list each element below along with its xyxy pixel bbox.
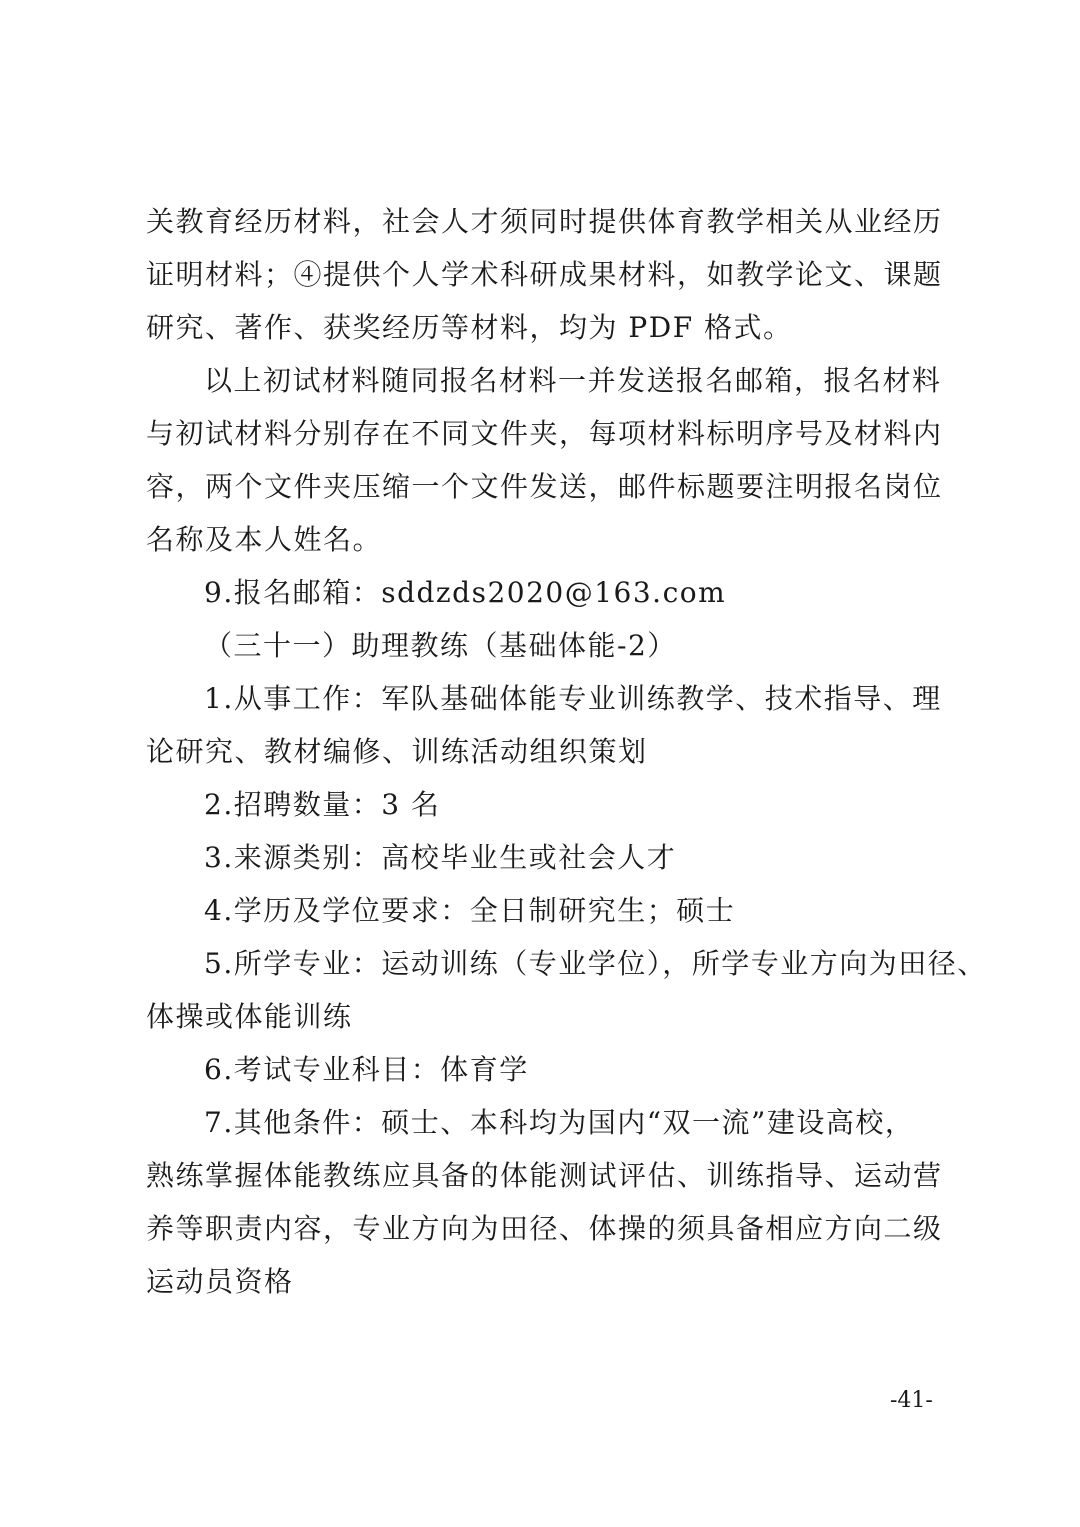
- major-line: 5.所学专业：运动训练（专业学位），所学专业方向为田径、: [204, 947, 987, 980]
- section-heading: （三十一）助理教练（基础体能-2）: [204, 629, 677, 662]
- page-number: -41-: [890, 1388, 933, 1413]
- text-line: 名称及本人姓名。: [146, 523, 383, 556]
- exam-subject-line: 6.考试专业科目：体育学: [204, 1053, 529, 1086]
- text-line: 与初试材料分别存在不同文件夹，每项材料标明序号及材料内: [146, 417, 943, 450]
- source-category-line: 3.来源类别：高校毕业生或社会人才: [204, 841, 677, 874]
- text-line: 容，两个文件夹压缩一个文件发送，邮件标题要注明报名岗位: [146, 470, 943, 503]
- email-line: 9.报名邮箱：sddzds2020@163.com: [204, 576, 727, 609]
- text-line: 养等职责内容，专业方向为田径、体操的须具备相应方向二级: [146, 1212, 943, 1245]
- job-duties-line: 1.从事工作：军队基础体能专业训练教学、技术指导、理: [204, 682, 942, 715]
- text-line: 证明材料；④提供个人学术科研成果材料，如教学论文、课题: [146, 258, 943, 291]
- text-line: 体操或体能训练: [146, 1000, 353, 1033]
- body-text: [146, 195, 987, 1308]
- education-requirement-line: 4.学历及学位要求：全日制研究生；硕士: [204, 894, 736, 927]
- text-line: 关教育经历材料，社会人才须同时提供体育教学相关从业经历: [146, 205, 943, 238]
- text-line: 运动员资格: [146, 1265, 294, 1298]
- text-line: 熟练掌握体能教练应具备的体能测试评估、训练指导、运动营: [146, 1159, 943, 1192]
- text-line: 论研究、教材编修、训练活动组织策划: [146, 735, 648, 768]
- recruit-count-line: 2.招聘数量：3 名: [204, 788, 441, 821]
- other-conditions-line: 7.其他条件：硕士、本科均为国内“双一流”建设高校，: [204, 1106, 915, 1139]
- paragraph-start-line: 以上初试材料随同报名材料一并发送报名邮箱，报名材料: [204, 364, 942, 397]
- text-line: 研究、著作、获奖经历等材料，均为 PDF 格式。: [146, 311, 793, 344]
